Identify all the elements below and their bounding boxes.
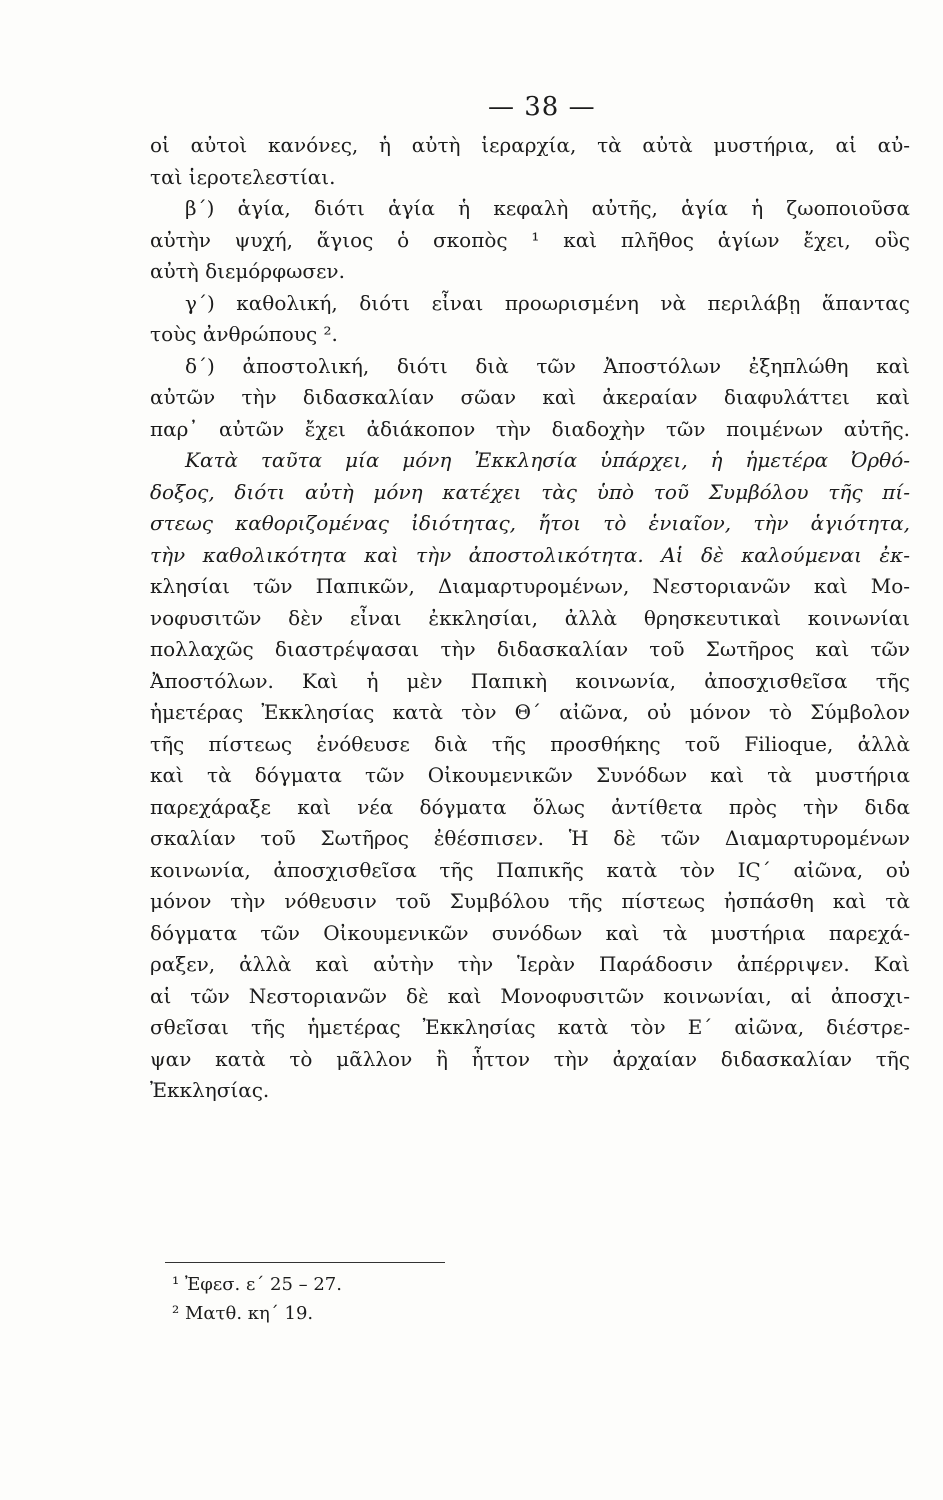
text-line: Κατὰ ταῦτα μία μόνη Ἐκκλησία ὑπάρχει, ἡ ἡμετέρα Ὀρθό-: [185, 448, 910, 472]
text-line: μόνον τὴν νόθευσιν τοῦ Συμβόλου τῆς πίστεως ἠσπάσθη καὶ τὰ: [150, 889, 910, 913]
footnote-divider: [165, 1262, 445, 1263]
footnote: ¹ Ἐφεσ. ε΄ 25 – 27.: [172, 1274, 342, 1295]
body-text: [150, 130, 910, 1107]
text-line: νοφυσιτῶν δὲν εἶναι ἐκκλησίαι, ἀλλὰ θρησκευτικαὶ κοινωνίαι: [150, 605, 910, 630]
text-line: σθεῖσαι τῆς ἡμετέρας Ἐκκλησίας κατὰ τὸν Ε΄ αἰῶνα, διέστρε-: [150, 1015, 910, 1039]
footnotes: [172, 1270, 572, 1328]
text-line: δοξος, διότι αὐτὴ μόνη κατέχει τὰς ὑπὸ τοῦ Συμβόλου τῆς πί-: [150, 479, 910, 504]
text-line: στεως καθοριζομένας ἰδιότητας, ἤτοι τὸ ἑνιαῖον, τὴν ἁγιότητα,: [150, 511, 910, 535]
text-line: τῆς πίστεως ἐνόθευσε διὰ τῆς προσθήκης τοῦ Filioque, ἀλλὰ: [150, 731, 910, 756]
text-line: παρ᾽ αὐτῶν ἔχει ἀδιάκοπον τὴν διαδοχὴν τῶν ποιμένων αὐτῆς.: [150, 416, 910, 441]
text-line: κοινωνία, ἀποσχισθεῖσα τῆς Παπικῆς κατὰ τὸν ΙϚ΄ αἰῶνα, οὐ: [150, 857, 910, 882]
text-line: δ΄) ἀποστολική, διότι διὰ τῶν Ἀποστόλων ἐξηπλώθη καὶ: [185, 353, 910, 378]
text-line: αὐτὴ διεμόρφωσεν.: [150, 259, 345, 283]
text-line: αὐτὴν ψυχή, ἅγιος ὁ σκοπὸς ¹ καὶ πλῆθος ἁγίων ἔχει, οὓς: [150, 227, 910, 252]
text-line: Ἐκκλησίας.: [150, 1078, 270, 1102]
text-line: τὴν καθολικότητα καὶ τὴν ἀποστολικότητα. Αἱ δὲ καλούμεναι ἐκ-: [150, 542, 910, 567]
text-line: ἡμετέρας Ἐκκλησίας κατὰ τὸν Θ΄ αἰῶνα, οὐ μόνον τὸ Σύμβολον: [150, 700, 910, 724]
text-line: παρεχάραξε καὶ νέα δόγματα ὅλως ἀντίθετα πρὸς τὴν διδα: [150, 794, 910, 819]
page-number: — 38 —: [488, 92, 596, 122]
text-line: τοὺς ἀνθρώπους ².: [150, 322, 338, 346]
text-line: σκαλίαν τοῦ Σωτῆρος ἐθέσπισεν. Ἡ δὲ τῶν Διαμαρτυρομένων: [150, 826, 910, 850]
footnote: ² Ματθ. κη΄ 19.: [172, 1303, 314, 1324]
text-line: Ἀποστόλων. Καὶ ἡ μὲν Παπικὴ κοινωνία, ἀποσχισθεῖσα τῆς: [150, 668, 910, 693]
text-line: κλησίαι τῶν Παπικῶν, Διαμαρτυρομένων, Νεστοριανῶν καὶ Μο-: [150, 574, 910, 598]
text-line: καὶ τὰ δόγματα τῶν Οἰκουμενικῶν Συνόδων καὶ τὰ μυστήρια: [150, 763, 910, 787]
text-line: αἱ τῶν Νεστοριανῶν δὲ καὶ Μονοφυσιτῶν κοινωνίαι, αἱ ἀποσχι-: [150, 983, 910, 1008]
text-line: οἱ αὐτοὶ κανόνες, ἡ αὐτὴ ἱεραρχία, τὰ αὐτὰ μυστήρια, αἱ αὐ-: [150, 133, 910, 157]
text-line: δόγματα τῶν Οἰκουμενικῶν συνόδων καὶ τὰ μυστήρια παρεχά-: [150, 920, 910, 945]
text-line: γ΄) καθολική, διότι εἶναι προωρισμένη νὰ περιλάβῃ ἅπαντας: [185, 290, 910, 315]
text-line: αὐτῶν τὴν διδασκαλίαν σῶαν καὶ ἀκεραίαν διαφυλάττει καὶ: [150, 385, 910, 409]
text-line: ραξεν, ἀλλὰ καὶ αὐτὴν τὴν Ἱερὰν Παράδοσιν ἀπέρριψεν. Καὶ: [150, 952, 910, 976]
text-line: ψαν κατὰ τὸ μᾶλλον ἢ ἧττον τὴν ἀρχαίαν διδασκαλίαν τῆς: [150, 1046, 910, 1071]
text-line: ταὶ ἱεροτελεστίαι.: [150, 164, 336, 189]
text-line: β΄) ἁγία, διότι ἁγία ἡ κεφαλὴ αὐτῆς, ἁγία ἡ ζωοποιοῦσα: [185, 196, 910, 220]
text-line: πολλαχῶς διαστρέψασαι τὴν διδασκαλίαν τοῦ Σωτῆρος καὶ τῶν: [150, 637, 910, 661]
